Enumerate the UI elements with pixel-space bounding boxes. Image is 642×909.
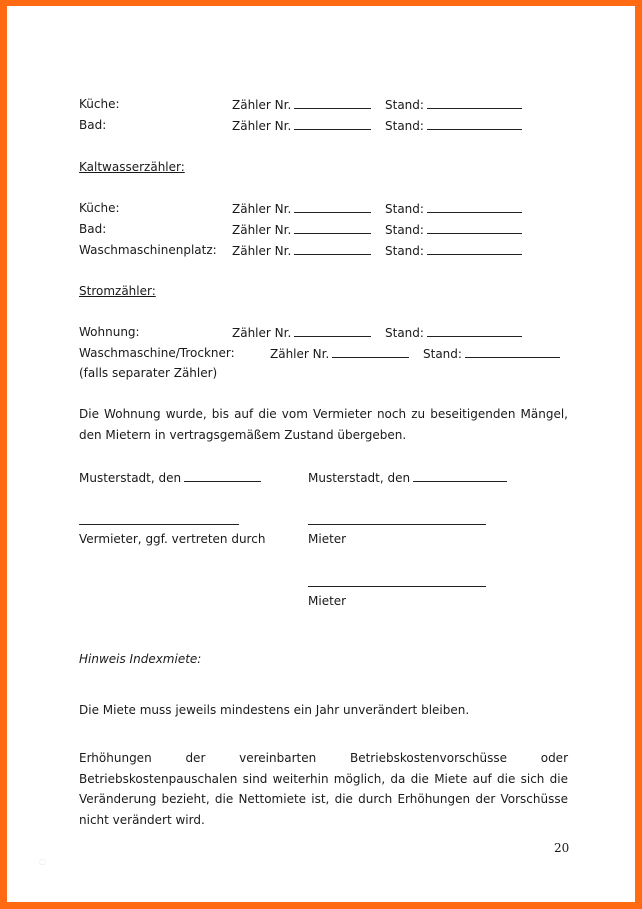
signature-line-tenant-1 <box>308 524 486 525</box>
landlord-signature-label: Vermieter, ggf. vertreten durch <box>79 532 266 546</box>
meter-reading-field: Stand: <box>385 242 522 259</box>
page-number: 20 <box>554 841 570 855</box>
meter-label: Küche: <box>79 201 120 215</box>
tenant-signature-label: Mieter <box>308 594 347 608</box>
meter-reading-field: Stand: <box>423 345 560 362</box>
place-date-left: Musterstadt, den <box>79 469 261 486</box>
tenant-signature-label: Mieter <box>308 532 347 546</box>
meter-label: Küche: <box>79 97 120 111</box>
meter-label: Bad: <box>79 222 107 236</box>
place-date-right: Musterstadt, den <box>308 469 507 486</box>
meter-label: Wohnung: <box>79 325 140 339</box>
meter-number-field: Zähler Nr. <box>232 221 371 238</box>
meter-note: (falls separater Zähler) <box>79 366 218 380</box>
meter-reading-field: Stand: <box>385 221 522 238</box>
meter-label: Waschmaschine/Trockner: <box>79 346 235 360</box>
meter-number-field: Zähler Nr. <box>232 324 371 341</box>
signature-line-tenant-2 <box>308 586 486 587</box>
meter-label: Waschmaschinenplatz: <box>79 243 217 257</box>
meter-number-field: Zähler Nr. <box>232 96 371 113</box>
meter-reading-field: Stand: <box>385 324 522 341</box>
document-page <box>7 6 635 902</box>
meter-number-field: Zähler Nr. <box>270 345 409 362</box>
meter-reading-field: Stand: <box>385 200 522 217</box>
handover-statement: Die Wohnung wurde, bis auf die vom Vermieter noch zu beseitigenden Mängel, den Mietern in vertragsgemäßem Zustand übergeben. <box>79 407 568 442</box>
signature-line-landlord <box>79 524 239 525</box>
meter-number-field: Zähler Nr. <box>232 117 371 134</box>
section-heading-strom: Stromzähler: <box>79 284 156 298</box>
hint-heading: Hinweis Indexmiete: <box>79 652 202 666</box>
meter-label: Bad: <box>79 118 107 132</box>
meter-number-field: Zähler Nr. <box>232 242 371 259</box>
hint-paragraph: Erhöhungen der vereinbarten Betriebskostenvorschüsse oder Betriebskostenpauschalen sind weiterhin möglich, da die Miete auf die sich die Veränderung bezieht, die Nettomiete ist, die durch Erhöhungen der Vorschüsse nicht verändert wird. <box>79 751 568 827</box>
meter-reading-field: Stand: <box>385 117 522 134</box>
meter-number-field: Zähler Nr. <box>232 200 371 217</box>
hint-sentence: Die Miete muss jeweils mindestens ein Jahr unverändert bleiben. <box>79 703 470 717</box>
meter-reading-field: Stand: <box>385 96 522 113</box>
section-heading-kaltwasser: Kaltwasserzähler: <box>79 160 185 174</box>
faint-watermark: ○ <box>39 857 46 866</box>
